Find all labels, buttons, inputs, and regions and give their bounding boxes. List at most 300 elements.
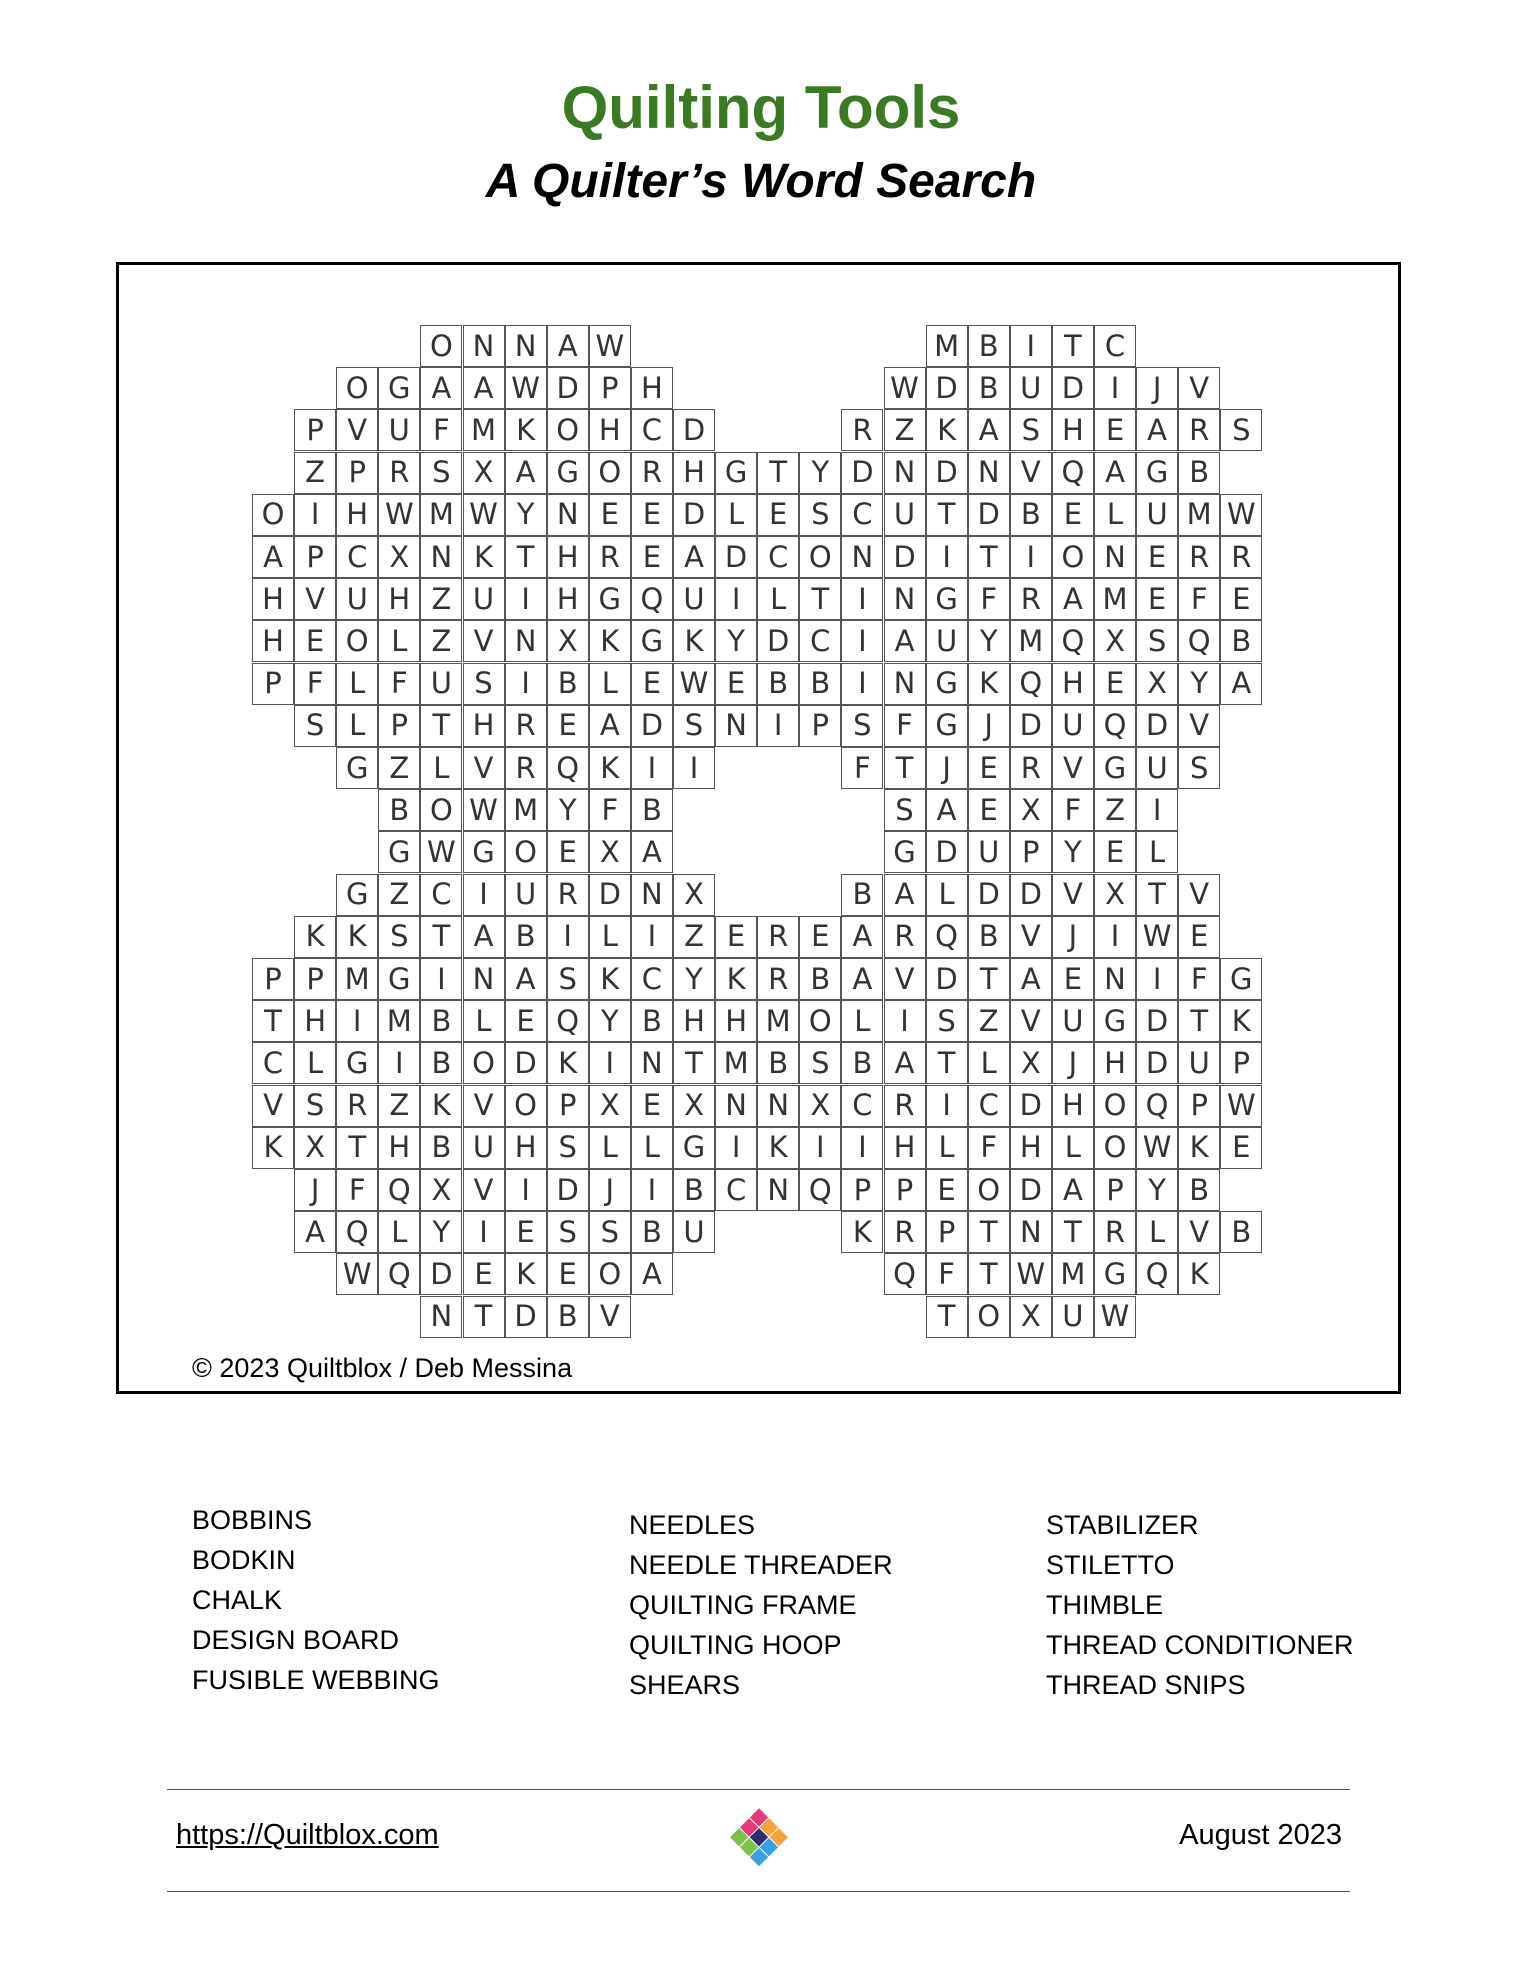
grid-cell[interactable]: C	[420, 874, 462, 916]
grid-cell[interactable]: Q	[547, 1000, 589, 1042]
grid-cell[interactable]: Q	[1136, 1253, 1178, 1295]
grid-cell[interactable]: H	[1010, 1127, 1052, 1169]
grid-cell[interactable]: D	[547, 367, 589, 409]
grid-cell[interactable]: E	[631, 1085, 673, 1127]
grid-cell[interactable]: N	[505, 325, 547, 367]
grid-cell[interactable]: E	[547, 831, 589, 873]
grid-cell[interactable]: H	[294, 1000, 336, 1042]
grid-cell[interactable]: K	[547, 1042, 589, 1084]
grid-cell[interactable]: E	[631, 494, 673, 536]
grid-cell[interactable]: N	[631, 1042, 673, 1084]
grid-cell[interactable]: T	[884, 747, 926, 789]
grid-cell[interactable]: U	[1010, 367, 1052, 409]
grid-cell[interactable]: H	[1052, 409, 1094, 451]
grid-cell[interactable]: O	[1052, 536, 1094, 578]
grid-cell[interactable]: K	[715, 958, 757, 1000]
grid-cell[interactable]: H	[631, 367, 673, 409]
grid-cell[interactable]: R	[1010, 747, 1052, 789]
grid-cell[interactable]: I	[378, 1042, 420, 1084]
grid-cell[interactable]: C	[757, 536, 799, 578]
grid-cell[interactable]: L	[589, 663, 631, 705]
grid-cell[interactable]: L	[378, 620, 420, 662]
grid-cell[interactable]: Y	[715, 620, 757, 662]
grid-cell[interactable]: O	[420, 325, 462, 367]
grid-cell[interactable]: B	[547, 1296, 589, 1338]
grid-cell[interactable]: X	[1010, 1042, 1052, 1084]
grid-cell[interactable]: G	[1220, 958, 1262, 1000]
grid-cell[interactable]: O	[505, 1085, 547, 1127]
grid-cell[interactable]: A	[884, 620, 926, 662]
grid-cell[interactable]: D	[841, 452, 883, 494]
grid-cell[interactable]: I	[1136, 789, 1178, 831]
grid-cell[interactable]: Y	[1136, 1169, 1178, 1211]
grid-cell[interactable]: H	[673, 1000, 715, 1042]
grid-cell[interactable]: B	[420, 1042, 462, 1084]
grid-cell[interactable]: G	[1136, 452, 1178, 494]
grid-cell[interactable]: D	[1136, 1000, 1178, 1042]
grid-cell[interactable]: W	[1136, 916, 1178, 958]
grid-cell[interactable]: K	[463, 536, 505, 578]
grid-cell[interactable]: I	[463, 874, 505, 916]
grid-cell[interactable]: U	[926, 620, 968, 662]
grid-cell[interactable]: Q	[378, 1253, 420, 1295]
grid-cell[interactable]: E	[1220, 1127, 1262, 1169]
grid-cell[interactable]: W	[463, 494, 505, 536]
grid-cell[interactable]: K	[926, 409, 968, 451]
grid-cell[interactable]: T	[420, 705, 462, 747]
grid-cell[interactable]: L	[336, 663, 378, 705]
grid-cell[interactable]: E	[547, 1253, 589, 1295]
grid-cell[interactable]: Q	[1010, 663, 1052, 705]
grid-cell[interactable]: N	[715, 705, 757, 747]
grid-cell[interactable]: E	[547, 705, 589, 747]
grid-cell[interactable]: N	[757, 1085, 799, 1127]
grid-cell[interactable]: G	[1094, 1000, 1136, 1042]
grid-cell[interactable]: H	[252, 620, 294, 662]
grid-cell[interactable]: T	[968, 536, 1010, 578]
grid-cell[interactable]: V	[1178, 367, 1220, 409]
grid-cell[interactable]: Y	[1178, 663, 1220, 705]
grid-cell[interactable]: K	[294, 916, 336, 958]
grid-cell[interactable]: H	[673, 452, 715, 494]
grid-cell[interactable]: M	[336, 958, 378, 1000]
grid-cell[interactable]: O	[589, 1253, 631, 1295]
grid-cell[interactable]: K	[1220, 1000, 1262, 1042]
grid-cell[interactable]: G	[547, 452, 589, 494]
grid-cell[interactable]: N	[463, 325, 505, 367]
grid-cell[interactable]: P	[1010, 831, 1052, 873]
grid-cell[interactable]: O	[1094, 1085, 1136, 1127]
grid-cell[interactable]: G	[1094, 747, 1136, 789]
grid-cell[interactable]: C	[631, 958, 673, 1000]
grid-cell[interactable]: H	[505, 1127, 547, 1169]
grid-cell[interactable]: J	[1052, 916, 1094, 958]
grid-cell[interactable]: T	[420, 916, 462, 958]
grid-cell[interactable]: W	[378, 494, 420, 536]
grid-cell[interactable]: N	[884, 663, 926, 705]
grid-cell[interactable]: H	[1052, 663, 1094, 705]
grid-cell[interactable]: T	[968, 958, 1010, 1000]
grid-cell[interactable]: Q	[1136, 1085, 1178, 1127]
grid-cell[interactable]: F	[378, 663, 420, 705]
grid-cell[interactable]: S	[1220, 409, 1262, 451]
grid-cell[interactable]: I	[336, 1000, 378, 1042]
grid-cell[interactable]: A	[968, 409, 1010, 451]
grid-cell[interactable]: A	[884, 1042, 926, 1084]
grid-cell[interactable]: E	[715, 916, 757, 958]
grid-cell[interactable]: E	[1220, 578, 1262, 620]
grid-cell[interactable]: S	[547, 1211, 589, 1253]
grid-cell[interactable]: A	[505, 958, 547, 1000]
grid-cell[interactable]: Z	[378, 1085, 420, 1127]
grid-cell[interactable]: F	[968, 1127, 1010, 1169]
grid-cell[interactable]: H	[547, 578, 589, 620]
grid-cell[interactable]: D	[968, 874, 1010, 916]
grid-cell[interactable]: D	[926, 452, 968, 494]
grid-cell[interactable]: K	[1178, 1127, 1220, 1169]
grid-cell[interactable]: L	[631, 1127, 673, 1169]
grid-cell[interactable]: L	[589, 1127, 631, 1169]
grid-cell[interactable]: D	[631, 705, 673, 747]
grid-cell[interactable]: Q	[884, 1253, 926, 1295]
grid-cell[interactable]: C	[1094, 325, 1136, 367]
grid-cell[interactable]: N	[420, 1296, 462, 1338]
grid-cell[interactable]: A	[294, 1211, 336, 1253]
grid-cell[interactable]: A	[589, 705, 631, 747]
grid-cell[interactable]: L	[420, 747, 462, 789]
grid-cell[interactable]: V	[1010, 916, 1052, 958]
grid-cell[interactable]: G	[336, 1042, 378, 1084]
grid-cell[interactable]: G	[589, 578, 631, 620]
grid-cell[interactable]: R	[378, 452, 420, 494]
grid-cell[interactable]: R	[757, 958, 799, 1000]
grid-cell[interactable]: R	[336, 1085, 378, 1127]
grid-cell[interactable]: G	[926, 578, 968, 620]
grid-cell[interactable]: R	[841, 409, 883, 451]
grid-cell[interactable]: P	[1220, 1042, 1262, 1084]
grid-cell[interactable]: D	[547, 1169, 589, 1211]
grid-cell[interactable]: W	[505, 367, 547, 409]
grid-cell[interactable]: B	[673, 1169, 715, 1211]
grid-cell[interactable]: V	[1052, 747, 1094, 789]
grid-cell[interactable]: G	[926, 663, 968, 705]
grid-cell[interactable]: G	[673, 1127, 715, 1169]
grid-cell[interactable]: E	[1052, 494, 1094, 536]
grid-cell[interactable]: Y	[799, 452, 841, 494]
grid-cell[interactable]: K	[420, 1085, 462, 1127]
grid-cell[interactable]: I	[1010, 536, 1052, 578]
grid-cell[interactable]: M	[1094, 578, 1136, 620]
grid-cell[interactable]: E	[926, 1169, 968, 1211]
grid-cell[interactable]: I	[294, 494, 336, 536]
grid-cell[interactable]: A	[1136, 409, 1178, 451]
grid-cell[interactable]: K	[589, 620, 631, 662]
grid-cell[interactable]: B	[1178, 1169, 1220, 1211]
grid-cell[interactable]: R	[547, 874, 589, 916]
grid-cell[interactable]: E	[968, 789, 1010, 831]
grid-cell[interactable]: O	[336, 620, 378, 662]
grid-cell[interactable]: S	[884, 789, 926, 831]
grid-cell[interactable]: E	[631, 663, 673, 705]
grid-cell[interactable]: S	[799, 494, 841, 536]
grid-cell[interactable]: M	[1010, 620, 1052, 662]
grid-cell[interactable]: N	[715, 1085, 757, 1127]
grid-cell[interactable]: K	[505, 409, 547, 451]
grid-cell[interactable]: Z	[378, 747, 420, 789]
grid-cell[interactable]: I	[1136, 958, 1178, 1000]
grid-cell[interactable]: Z	[884, 409, 926, 451]
grid-cell[interactable]: E	[1094, 831, 1136, 873]
grid-cell[interactable]: Z	[1094, 789, 1136, 831]
grid-cell[interactable]: H	[547, 536, 589, 578]
grid-cell[interactable]: F	[1178, 958, 1220, 1000]
grid-cell[interactable]: R	[884, 1211, 926, 1253]
grid-cell[interactable]: I	[841, 1127, 883, 1169]
grid-cell[interactable]: X	[589, 831, 631, 873]
grid-cell[interactable]: T	[505, 536, 547, 578]
grid-cell[interactable]: C	[336, 536, 378, 578]
grid-cell[interactable]: F	[336, 1169, 378, 1211]
grid-cell[interactable]: R	[589, 536, 631, 578]
grid-cell[interactable]: D	[757, 620, 799, 662]
grid-cell[interactable]: D	[1136, 705, 1178, 747]
grid-cell[interactable]: Z	[420, 620, 462, 662]
grid-cell[interactable]: F	[294, 663, 336, 705]
grid-cell[interactable]: G	[378, 958, 420, 1000]
grid-cell[interactable]: I	[505, 578, 547, 620]
grid-cell[interactable]: G	[336, 874, 378, 916]
grid-cell[interactable]: T	[926, 494, 968, 536]
grid-cell[interactable]: U	[968, 831, 1010, 873]
grid-cell[interactable]: P	[547, 1085, 589, 1127]
grid-cell[interactable]: H	[715, 1000, 757, 1042]
grid-cell[interactable]: T	[757, 452, 799, 494]
grid-cell[interactable]: A	[884, 874, 926, 916]
grid-cell[interactable]: X	[799, 1085, 841, 1127]
grid-cell[interactable]: B	[631, 1211, 673, 1253]
grid-cell[interactable]: X	[463, 452, 505, 494]
grid-cell[interactable]: I	[841, 620, 883, 662]
grid-cell[interactable]: N	[1094, 958, 1136, 1000]
grid-cell[interactable]: S	[926, 1000, 968, 1042]
grid-cell[interactable]: R	[884, 1085, 926, 1127]
grid-cell[interactable]: A	[841, 958, 883, 1000]
grid-cell[interactable]: A	[631, 831, 673, 873]
grid-cell[interactable]: I	[631, 916, 673, 958]
grid-cell[interactable]: E	[968, 747, 1010, 789]
grid-cell[interactable]: V	[252, 1085, 294, 1127]
grid-cell[interactable]: S	[1178, 747, 1220, 789]
grid-cell[interactable]: L	[336, 705, 378, 747]
grid-cell[interactable]: B	[1220, 620, 1262, 662]
grid-cell[interactable]: V	[1178, 705, 1220, 747]
grid-cell[interactable]: L	[1136, 831, 1178, 873]
grid-cell[interactable]: C	[799, 620, 841, 662]
grid-cell[interactable]: U	[673, 578, 715, 620]
grid-cell[interactable]: P	[1178, 1085, 1220, 1127]
grid-cell[interactable]: B	[841, 874, 883, 916]
grid-cell[interactable]: U	[378, 409, 420, 451]
grid-cell[interactable]: L	[1136, 1211, 1178, 1253]
grid-cell[interactable]: M	[463, 409, 505, 451]
grid-cell[interactable]: F	[841, 747, 883, 789]
grid-cell[interactable]: E	[505, 1211, 547, 1253]
grid-cell[interactable]: P	[336, 452, 378, 494]
grid-cell[interactable]: K	[589, 747, 631, 789]
grid-cell[interactable]: G	[378, 367, 420, 409]
grid-cell[interactable]: X	[1094, 874, 1136, 916]
grid-cell[interactable]: V	[589, 1296, 631, 1338]
grid-cell[interactable]: T	[968, 1211, 1010, 1253]
grid-cell[interactable]: A	[631, 1253, 673, 1295]
grid-cell[interactable]: Y	[589, 1000, 631, 1042]
grid-cell[interactable]: E	[589, 494, 631, 536]
grid-cell[interactable]: Y	[547, 789, 589, 831]
grid-cell[interactable]: H	[336, 494, 378, 536]
grid-cell[interactable]: F	[1052, 789, 1094, 831]
grid-cell[interactable]: O	[505, 831, 547, 873]
grid-cell[interactable]: A	[252, 536, 294, 578]
grid-cell[interactable]: E	[1136, 536, 1178, 578]
grid-cell[interactable]: O	[968, 1296, 1010, 1338]
grid-cell[interactable]: Q	[926, 916, 968, 958]
grid-cell[interactable]: R	[505, 705, 547, 747]
grid-cell[interactable]: G	[463, 831, 505, 873]
grid-cell[interactable]: F	[589, 789, 631, 831]
grid-cell[interactable]: S	[463, 663, 505, 705]
grid-cell[interactable]: S	[1010, 409, 1052, 451]
grid-cell[interactable]: K	[589, 958, 631, 1000]
grid-cell[interactable]: S	[420, 452, 462, 494]
grid-cell[interactable]: G	[1094, 1253, 1136, 1295]
grid-cell[interactable]: E	[631, 536, 673, 578]
grid-cell[interactable]: S	[294, 1085, 336, 1127]
grid-cell[interactable]: G	[715, 452, 757, 494]
grid-cell[interactable]: E	[757, 494, 799, 536]
grid-cell[interactable]: D	[505, 1296, 547, 1338]
grid-cell[interactable]: D	[589, 874, 631, 916]
grid-cell[interactable]: C	[715, 1169, 757, 1211]
grid-cell[interactable]: U	[463, 1127, 505, 1169]
grid-cell[interactable]: L	[926, 1127, 968, 1169]
grid-cell[interactable]: M	[757, 1000, 799, 1042]
grid-cell[interactable]: A	[463, 916, 505, 958]
grid-cell[interactable]: G	[378, 831, 420, 873]
grid-cell[interactable]: V	[1010, 452, 1052, 494]
grid-cell[interactable]: E	[1094, 663, 1136, 705]
grid-cell[interactable]: C	[841, 1085, 883, 1127]
grid-cell[interactable]: T	[252, 1000, 294, 1042]
grid-cell[interactable]: T	[1052, 325, 1094, 367]
grid-cell[interactable]: M	[1178, 494, 1220, 536]
grid-cell[interactable]: H	[378, 578, 420, 620]
grid-cell[interactable]: L	[463, 1000, 505, 1042]
grid-cell[interactable]: K	[1178, 1253, 1220, 1295]
grid-cell[interactable]: I	[884, 1000, 926, 1042]
grid-cell[interactable]: L	[589, 916, 631, 958]
grid-cell[interactable]: I	[757, 705, 799, 747]
grid-cell[interactable]: R	[757, 916, 799, 958]
grid-cell[interactable]: C	[968, 1085, 1010, 1127]
grid-cell[interactable]: A	[1220, 663, 1262, 705]
grid-cell[interactable]: Y	[673, 958, 715, 1000]
grid-cell[interactable]: O	[968, 1169, 1010, 1211]
grid-cell[interactable]: D	[673, 494, 715, 536]
grid-cell[interactable]: H	[1094, 1042, 1136, 1084]
grid-cell[interactable]: J	[294, 1169, 336, 1211]
grid-cell[interactable]: D	[1136, 1042, 1178, 1084]
grid-cell[interactable]: W	[1094, 1296, 1136, 1338]
grid-cell[interactable]: A	[1094, 452, 1136, 494]
grid-cell[interactable]: U	[1052, 1296, 1094, 1338]
grid-cell[interactable]: B	[757, 1042, 799, 1084]
grid-cell[interactable]: D	[1052, 367, 1094, 409]
grid-cell[interactable]: S	[547, 958, 589, 1000]
grid-cell[interactable]: K	[505, 1253, 547, 1295]
grid-cell[interactable]: B	[757, 663, 799, 705]
grid-cell[interactable]: B	[968, 367, 1010, 409]
grid-cell[interactable]: I	[547, 916, 589, 958]
grid-cell[interactable]: N	[968, 452, 1010, 494]
grid-cell[interactable]: I	[463, 1211, 505, 1253]
grid-cell[interactable]: D	[715, 536, 757, 578]
grid-cell[interactable]: X	[294, 1127, 336, 1169]
grid-cell[interactable]: H	[1052, 1085, 1094, 1127]
grid-cell[interactable]: V	[1178, 1211, 1220, 1253]
grid-cell[interactable]: M	[715, 1042, 757, 1084]
grid-cell[interactable]: U	[1052, 1000, 1094, 1042]
grid-cell[interactable]: B	[631, 1000, 673, 1042]
grid-cell[interactable]: Y	[1052, 831, 1094, 873]
grid-cell[interactable]: N	[505, 620, 547, 662]
grid-cell[interactable]: T	[799, 578, 841, 620]
grid-cell[interactable]: X	[1010, 1296, 1052, 1338]
grid-cell[interactable]: A	[841, 916, 883, 958]
grid-cell[interactable]: L	[926, 874, 968, 916]
grid-cell[interactable]: Q	[1052, 620, 1094, 662]
grid-cell[interactable]: W	[589, 325, 631, 367]
grid-cell[interactable]: A	[420, 367, 462, 409]
grid-cell[interactable]: W	[420, 831, 462, 873]
grid-cell[interactable]: U	[884, 494, 926, 536]
grid-cell[interactable]: N	[463, 958, 505, 1000]
grid-cell[interactable]: C	[631, 409, 673, 451]
grid-cell[interactable]: Q	[378, 1169, 420, 1211]
grid-cell[interactable]: V	[463, 1085, 505, 1127]
grid-cell[interactable]: B	[420, 1127, 462, 1169]
grid-cell[interactable]: O	[589, 452, 631, 494]
grid-cell[interactable]: M	[420, 494, 462, 536]
grid-cell[interactable]: W	[1220, 494, 1262, 536]
grid-cell[interactable]: Z	[420, 578, 462, 620]
grid-cell[interactable]: H	[884, 1127, 926, 1169]
grid-cell[interactable]: I	[926, 1085, 968, 1127]
grid-cell[interactable]: E	[715, 663, 757, 705]
grid-cell[interactable]: D	[1010, 1085, 1052, 1127]
grid-cell[interactable]: T	[926, 1296, 968, 1338]
website-link[interactable]: https://Quiltblox.com	[176, 1819, 439, 1851]
grid-cell[interactable]: V	[1178, 874, 1220, 916]
grid-cell[interactable]: N	[1010, 1211, 1052, 1253]
grid-cell[interactable]: B	[378, 789, 420, 831]
grid-cell[interactable]: N	[884, 578, 926, 620]
grid-cell[interactable]: E	[1136, 578, 1178, 620]
grid-cell[interactable]: K	[252, 1127, 294, 1169]
grid-cell[interactable]: P	[926, 1211, 968, 1253]
grid-cell[interactable]: N	[841, 536, 883, 578]
grid-cell[interactable]: J	[1136, 367, 1178, 409]
grid-cell[interactable]: N	[420, 536, 462, 578]
